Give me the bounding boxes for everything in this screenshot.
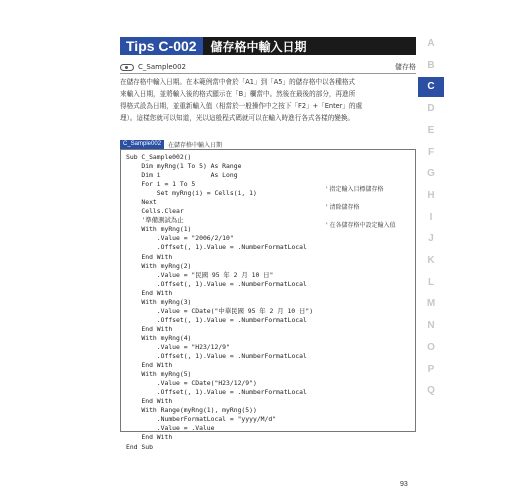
chapter-tab-g[interactable]: G: [427, 168, 435, 180]
code-line: End With: [126, 361, 173, 370]
code-line: End With: [126, 324, 173, 333]
code-line: End With: [126, 252, 173, 261]
code-line: .Offset(, 1).Value = .NumberFormatLocal: [126, 279, 307, 288]
code-line: .NumberFormatLocal = "yyyy/M/d": [126, 415, 277, 424]
code-comment: ' 清除儲存格: [326, 204, 360, 211]
code-caption: 在儲存格中輸入日期: [168, 142, 223, 149]
code-line: With myRng(2): [126, 261, 192, 270]
chapter-tab-c[interactable]: C: [418, 77, 444, 97]
paragraph-line: 得格式設為日期，並重新輸入值（相當於一般操作中之按下「F2」+「Enter」的處: [120, 102, 363, 110]
code-line: With Range(myRng(1), myRng(5)): [126, 406, 257, 415]
code-line: Dim myRng(1 To 5) As Range: [126, 162, 242, 171]
paragraph-line: 來輸入日期，並將輸入後的格式顯示在「B」欄當中。然後在最後的部分，再進所: [120, 90, 356, 98]
cd-icon: [120, 64, 134, 71]
code-line: .Value = "H23/12/9": [126, 342, 230, 351]
code-line: '準備測試為止: [126, 216, 184, 225]
code-line: End Sub: [126, 442, 153, 451]
tip-title-bar: [120, 37, 416, 55]
chapter-tab-o[interactable]: O: [427, 341, 435, 353]
code-line: .Offset(, 1).Value = .NumberFormatLocal: [126, 315, 307, 324]
code-line: .Value = .Value: [126, 424, 215, 433]
sample-file-name: C_Sample002: [138, 63, 186, 71]
chapter-tab-p[interactable]: P: [427, 363, 435, 375]
code-line: .Value = "民國 95 年 2 月 10 日": [126, 270, 274, 279]
code-line: .Offset(, 1).Value = .NumberFormatLocal: [126, 352, 307, 361]
code-line: For i = 1 To 5: [126, 180, 196, 189]
chapter-tab-b[interactable]: B: [427, 59, 435, 71]
code-line: Sub C_Sample002(): [126, 153, 192, 161]
code-line: Dim i As Long: [126, 171, 238, 180]
code-line: With myRng(4): [126, 333, 192, 342]
chapter-tab-f[interactable]: F: [427, 146, 435, 158]
code-line: End With: [126, 433, 173, 442]
chapter-tab-l[interactable]: L: [427, 276, 435, 288]
code-line: .Value = CDate("中華民國 95 年 2 月 10 日"): [126, 306, 314, 315]
description-paragraph: [120, 76, 416, 124]
category-label: 儲存格: [395, 63, 416, 71]
tip-label: Tips C-002: [120, 37, 203, 55]
code-lines: [126, 153, 313, 452]
chapter-tab-n[interactable]: N: [427, 320, 435, 332]
code-comment: ' 指定輸入目標儲存格: [326, 186, 384, 193]
chapter-tab-m[interactable]: M: [426, 298, 436, 310]
chapter-tab-h[interactable]: H: [427, 189, 435, 201]
code-line: .Offset(, 1).Value = .NumberFormatLocal: [126, 388, 307, 397]
paragraph-line: 在儲存格中輸入日期。在本範例當中會於「A1」到「A5」的儲存格中以各種格式: [120, 78, 356, 86]
code-comment: ' 在各儲存格中設定輸入值: [326, 222, 396, 229]
code-line: With myRng(1): [126, 225, 192, 234]
chapter-tab-e[interactable]: E: [427, 124, 435, 136]
chapter-tab-d[interactable]: D: [427, 103, 435, 115]
code-line: Next: [126, 198, 157, 207]
code-header: [120, 140, 416, 149]
paragraph-line: 理）。這樣您就可以知道，光以這般程式碼就可以在輸入時進行各式各樣的變換。: [120, 114, 355, 122]
code-tag: C_Sample002: [120, 140, 164, 149]
code-line: Set myRng(i) = Cells(i, 1): [126, 189, 257, 198]
code-block: [120, 149, 416, 451]
code-line: Cells.Clear: [126, 207, 184, 216]
code-line: With myRng(3): [126, 297, 192, 306]
page-number: 93: [400, 481, 408, 488]
code-line: .Value = CDate("H23/12/9"): [126, 379, 257, 388]
sample-info-row: [120, 61, 416, 74]
code-line: .Value = "2006/2/10": [126, 234, 234, 243]
code-line: With myRng(5): [126, 370, 192, 379]
page-title: 儲存格中輸入日期: [210, 39, 307, 54]
chapter-tab-q[interactable]: Q: [427, 385, 435, 397]
chapter-tab-k[interactable]: K: [427, 255, 435, 266]
code-line: End With: [126, 397, 173, 406]
code-line: .Offset(, 1).Value = .NumberFormatLocal: [126, 243, 307, 252]
code-line: End With: [126, 288, 173, 297]
chapter-tab-a[interactable]: A: [427, 38, 435, 49]
chapter-tab-i[interactable]: I: [429, 211, 433, 223]
chapter-tab-j[interactable]: J: [428, 233, 434, 245]
